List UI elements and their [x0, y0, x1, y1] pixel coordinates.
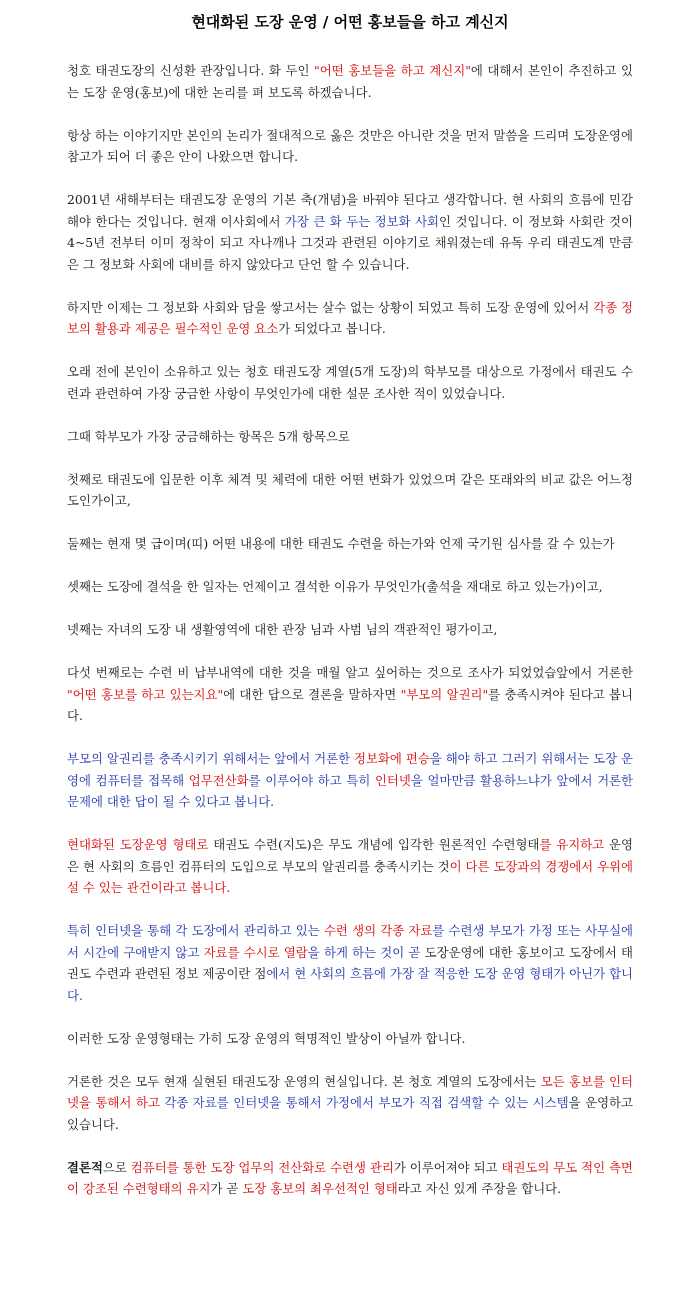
text-run: 을 운영하고 있습니다.: [67, 1095, 633, 1132]
text-run-highlight: 를 수련생 부모가 가정 또는 사무실에서 시간에 구애받지 않고: [67, 923, 634, 960]
text-run: 거론한 것은 모두 현재 실현된 태권도장 운영의 현실입니다. 본 청호 계열의 도장에서는: [67, 1073, 541, 1089]
page-title: 현대화된 도장 운영 / 어떤 홍보들을 하고 계신지: [191, 13, 509, 31]
text-run: 다섯 번째로는 수련 비 납부내역에 대한 것을 매월 알고 싶어하는 것으로 조사가 되었었습앞에서 거론한: [67, 665, 633, 680]
paragraph-2: [67, 125, 633, 168]
text-run-highlight: 자료를 수시로 열람: [203, 944, 308, 960]
paragraph-16: [67, 1071, 633, 1136]
text-run-highlight: 인터넷: [374, 772, 411, 788]
text-run-highlight: "어떤 홍보들을 하고 계신지": [314, 63, 471, 78]
text-run-highlight: 모든 홍보를 인터넷을 통해서 하고: [67, 1073, 633, 1110]
text-run: 항상 하는 이야기지만 본인의 논리가 절대적으로 옳은 것만은 아니란 것을 먼저 말씀을 드리며 도장운영에 참고가 되어 더 좋은 안이 나왔으면 합니다.: [67, 127, 633, 164]
paragraph-7: [67, 469, 633, 512]
text-run: 인 것입니다. 이 정보화 사회란 것이 4~5년 전부터 이미 정착이 되고 자나깨나 그것과 관련된 이야기로 채워졌는데 유독 우리 태권도계 만큼은 그 정보화 사회에 대비를 하지 않았다고 단언 할 수 있습니다.: [67, 213, 633, 272]
text-run-highlight: 를 유지하고: [539, 837, 605, 852]
paragraph-10: [67, 619, 633, 641]
text-run-highlight: 를 이루어야 하고 특히: [248, 772, 375, 788]
text-run-highlight: 태권도의 무도 적인 측면이 강조된 수련형태의 유지: [67, 1159, 633, 1196]
text-run-highlight: 정보화에 편승: [354, 751, 430, 766]
text-run-highlight: 을 하게 하는 것이 곧: [307, 944, 425, 960]
text-run-highlight: 현대화된 도장운영 형태로: [67, 837, 209, 852]
text-run: 그때 학부모가 가장 궁금해하는 항목은 5개 항목으로: [67, 428, 350, 444]
text-run-highlight: 업무전산화: [188, 772, 249, 788]
text-run: 둘째는 현재 몇 급이며(띠) 어떤 내용에 대한 태권도 수련을 하는가와 언제 국기원 심사를 갈 수 있는가: [67, 536, 615, 551]
paragraph-17: [67, 1157, 633, 1200]
paragraph-9: [67, 576, 633, 598]
text-run: 넷째는 자녀의 도장 내 생활영역에 대한 관장 님과 사범 님의 객관적인 평가이고,: [67, 622, 498, 637]
text-run-highlight: 을 얼마만큼 활용하느냐가 앞에서 거론한 문제에 대한 답이 될 수 있다고 봅니다.: [67, 772, 634, 809]
text-run-highlight: 도장 홍보의 최우선적인 형태: [242, 1181, 398, 1196]
paragraph-1: [67, 60, 633, 103]
text-run: 셋째는 도장에 결석을 한 일자는 언제이고 결석한 이유가 무엇인가(출석을 재대로 하고 있는가)이고,: [67, 579, 603, 594]
paragraph-3: [67, 189, 633, 275]
text-run-highlight: 가장 큰 화 두는 정보화 사회: [284, 213, 440, 229]
text-run: 를 충족시켜야 된다고 봅니다.: [67, 686, 633, 723]
text-run: 이러한 도장 운영형태는 가히 도장 운영의 혁명적인 발상이 아닐까 합니다.: [67, 1030, 466, 1046]
paragraph-6: [67, 426, 633, 448]
text-run: 에 대한 답으로 결론을 말하자면: [223, 686, 401, 702]
text-run-highlight: 각종 정보의 활용과 제공은 필수적인 운영 요소: [67, 299, 633, 336]
paragraph-5: [67, 361, 633, 404]
text-run: 첫째로 태권도에 입문한 이후 체격 및 체력에 대한 어떤 변화가 있었으며 같은 또래와의 비교 값은 어느정도인가이고,: [67, 471, 633, 508]
text-run-highlight: "어떤 홍보를 하고 있는지요": [67, 686, 224, 702]
paragraph-8: [67, 533, 633, 555]
text-run: 운영은 현 사회의 흐름인 컴퓨터의 도입으로 부모의 알권리를 충족시키는 것: [67, 837, 633, 874]
text-run-highlight: 에서 현 사회의 흐름에 가장 잘 적응한 도장 운영 형태가 아닌가 합니다.: [67, 966, 634, 1003]
text-run-highlight: "부모의 알권리": [400, 686, 489, 702]
text-run: 청호 태권도장의 신성환 관장입니다. 화 두인: [67, 63, 315, 78]
paragraph-15: [67, 1028, 633, 1050]
text-run: 태권도 수련(지도)은 무도 개념에 입각한 원론적인 수련형태: [208, 837, 540, 852]
text-run: 으로: [102, 1159, 131, 1175]
text-run: 에 대해서 본인이 추진하고 있는 도장 운영(홍보)에 대한 논리를 펴 보도록 하겠습니다.: [67, 63, 633, 100]
text-run-highlight: 각종 자료를 인터넷을 통해서 가정에서 부모가 직접 검색할 수 있는 시스템: [159, 1095, 569, 1110]
text-run: 2001년 새해부터는 태권도장 운영의 기본 축(개념)을 바꿔야 된다고 생각합니다. 현 사회의 흐름에 민감해야 한다는 것입니다. 현재 이사회에서: [67, 192, 633, 229]
text-run-highlight: 부모의 알권리를 충족시키기 위해서는 앞에서 거론한: [67, 751, 355, 766]
text-run-highlight: 컴퓨터를 통한 도장 업무의 전산화로 수련생 관리: [130, 1159, 394, 1175]
text-run-highlight: 이 다른 도장과의 경쟁에서 우위에 설 수 있는 관건이라고 봅니다.: [67, 858, 633, 895]
paragraph-14: [67, 920, 633, 1006]
paragraph-11: [67, 662, 633, 727]
paragraph-13: [67, 834, 633, 899]
paragraph-12: [67, 748, 633, 813]
text-run-highlight: 특히 인터넷을 통해 각 도장에서 관리하고 있는: [67, 923, 324, 938]
text-run: 가 되었다고 봅니다.: [278, 321, 386, 336]
text-run: 가 이루어져야 되고: [393, 1159, 502, 1175]
text-run: 오래 전에 본인이 소유하고 있는 청호 태권도장 계열(5개 도장)의 학부모를 대상으로 가정에서 태권도 수련과 관련하여 가장 궁금한 사항이 무엇인가에 대한 설문 조사한 적이 있었습니다.: [67, 364, 633, 401]
text-run-highlight: 을 해야 하고 그러기 위해서는 도장 운영에 컴퓨터를 접목해: [67, 751, 633, 788]
text-run: 라고 자신 있게 주장을 합니다.: [397, 1181, 562, 1196]
text-run: 가 곧: [210, 1181, 243, 1196]
text-run: 도장운영에 대한 홍보이고 도장에서 태권도 수련과 관련된 정보 제공이란 점: [67, 944, 634, 981]
paragraph-4: [67, 297, 633, 340]
text-run-highlight: 수련 생의 각종 자료: [323, 923, 433, 938]
text-run-bold: 결론적: [67, 1159, 103, 1175]
text-run: 하지만 이제는 그 정보화 사회와 담을 쌓고서는 살수 없는 상황이 되었고 특히 도장 운영에 있어서: [67, 299, 594, 315]
article-body: [67, 60, 633, 1200]
